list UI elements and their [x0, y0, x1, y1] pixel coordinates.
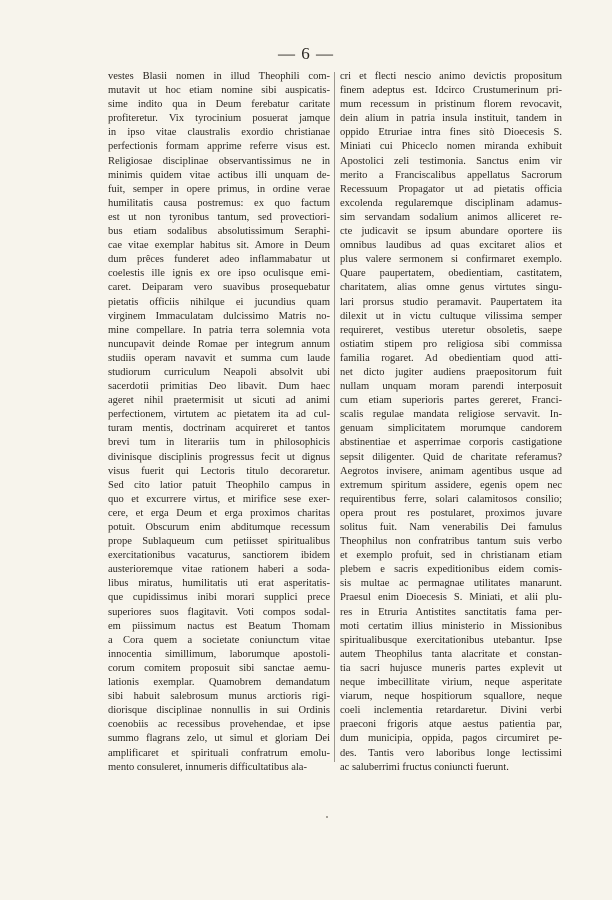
text-line: coeli inclementia retardaretur. Divini verbi [340, 705, 562, 717]
text-line: corum comitem proposuit sibi sanctae aemu- [108, 662, 330, 674]
text-line: solitus fuit. Nam venerabilis Dei famulus [340, 522, 562, 533]
paper-speck [326, 816, 328, 818]
text-line: libus miratus, humilitatis uti erat asperitatis- [108, 578, 330, 590]
text-line: studiorum curriculum Neapoli absolvit ubi [108, 366, 330, 378]
text-line: finem adeptus est. Idcirco Crustumerinum pri- [340, 85, 562, 97]
column-divider [334, 72, 335, 762]
text-line: perfectionem, virtutem ac pietatem ita ad cul- [108, 409, 330, 421]
text-line: perfectionis formam apprime referre visus est. [108, 141, 330, 153]
text-line: dilexit ut in victu cultuque vilissima semper [340, 310, 562, 322]
text-line: humilitatis causa postremus: ex quo factum [108, 197, 330, 209]
text-line: cere, et erga Deum et erga proximos charitas [108, 507, 330, 519]
text-line: cri et flecti nescio animo devictis propositum [340, 71, 562, 82]
text-line: sibi habuit salebrosum munus arctioris rigi- [108, 691, 330, 703]
text-line: caret. Deiparam vero suavibus prosequebatur [108, 282, 330, 294]
text-line: prope Sublaqueum cum petiisset spiritualibus [108, 536, 330, 548]
text-line: requirentibus ferre, solari calamitosos consilio; [340, 493, 562, 505]
text-line: spiritualibusque exercitationibus utebantur. Ipse [340, 634, 562, 646]
text-line: cte judicavit se ipsum abundare oportere iis [340, 226, 562, 238]
text-line: lari prorsus studio peramavit. Paupertatem ita [340, 296, 562, 308]
text-line: scalis regulae mandata religiose servavit. In- [340, 409, 562, 421]
text-line: neque imbecillitate virium, neque asperitate [340, 677, 562, 689]
text-line: praeconi frigoris atque aestus patientia par, [340, 719, 562, 731]
text-line: tia sacri hujusce muneris partes explevit ut [340, 662, 562, 674]
text-line: a Cora quem a societate coniunctum vitae [108, 634, 330, 646]
text-line: cae vitae exemplar habitus sit. Amore in Deum [108, 240, 330, 252]
text-line: mento consuleret, innumeris difficultatibus ala- [108, 761, 307, 773]
text-line: oppido Etruriae intra fines sitò Dioecesis S. [340, 127, 562, 139]
text-line: sepsit diligenter. Quid de charitate referamus? [340, 451, 562, 463]
text-line: lationis exemplar. Quamobrem demandatum [108, 677, 330, 689]
text-line: diorisque disciplinae nonnullis in sui Ordinis [108, 705, 330, 717]
text-line: merito a Franciscalibus appellatus Sacrorum [340, 169, 562, 181]
text-line: coelestis ille ignis ex ore ipso oculisque emi- [108, 268, 330, 280]
right-text-column [340, 70, 562, 775]
text-line: austerioremque vitae rationem haberi a soda- [108, 564, 330, 576]
text-line: potuit. Obscurum enim abditumque recessum [108, 522, 330, 533]
text-line: in ipso vitae claustralis exordio christianae [108, 127, 330, 139]
text-line: viarum, neque hospitiorum squallore, neque [340, 691, 562, 703]
text-line: Theophilus non confratribus tantum suis verbo [340, 536, 562, 548]
text-line: coenobiis ac recessibus provehendae, et ipse [108, 719, 330, 731]
text-line: extremum spiritum assidere, egenis opem nec [340, 479, 562, 491]
text-line: Miniati cui Phiceclo nomen miranda exhibuit [340, 141, 562, 153]
text-line: charitatem, alias omne genus virtutes singu- [340, 282, 562, 294]
text-line: ostiatim stipem pro religiosa sibi commissa [340, 338, 562, 350]
text-line: autem Theophilus tanta alacritate et constan- [340, 648, 562, 660]
text-line: net dicto jugiter audiens praepositorum fuit [340, 366, 562, 378]
text-line: quo et excurrere virtus, et mirifice sese exer- [108, 493, 330, 505]
text-line: que cupidissimus inibi morari supplici prece [108, 592, 330, 604]
text-line: turam mentis, doctrinam acquireret et tantos [108, 423, 330, 435]
text-line: excolenda regularemque disciplinam adamus- [340, 197, 562, 209]
text-line: res in Etruria Antistites sanctitatis fama per- [340, 606, 562, 618]
text-line: Aegrotos invisere, animam agentibus usque ad [340, 465, 562, 477]
text-line: visus fuerit qui Lectoris titulo decoraretur. [108, 465, 330, 477]
text-line: sis multae ac permagnae utilitates manarunt. [340, 578, 562, 590]
text-line: moti certatim illius ministerio in Missionibus [340, 620, 562, 632]
text-line: bus etiam sodalibus absolutissimum Seraphi- [108, 226, 330, 238]
text-line: dein alium in patria insula instituit, tandem in [340, 113, 562, 125]
text-line: Praesul enim Dioecesis S. Miniati, et alii plu- [340, 592, 562, 604]
text-line: ageret nihil praetermisit ut sicuti ad animi [108, 395, 330, 407]
text-line: Recessuum Propagator ut ad pietatis officia [340, 183, 562, 195]
text-line: sacerdotii primitias Deo libavit. Dum haec [108, 381, 330, 393]
text-line: divinisque disciplinis progressus fecit ut dignus [108, 451, 330, 463]
text-line: cum etiam superioris partes gereret, Franci- [340, 395, 562, 407]
text-line: requireret, vestibus uteretur obsoletis, saepe [340, 324, 562, 336]
page-number: — 6 — [278, 44, 334, 63]
text-line: amplificaret et spirituali confratrum emolu- [108, 747, 330, 759]
text-line: est ut non tyronibus tantum, sed provectiori- [108, 211, 330, 223]
text-line: superiores suos flagitavit. Voti compos sodal- [108, 606, 330, 618]
text-line: opera prout res postularet, proximos juvare [340, 507, 562, 519]
text-line: omnibus laudibus ad quas excitaret alios et [340, 240, 562, 252]
left-text-column [108, 70, 330, 775]
text-line: pietatis officiis nihilque ei jucundius quam [108, 296, 330, 308]
text-line: dum municipia, oppida, pagos circumiret pe- [340, 733, 562, 745]
text-line: plebem e sacris expeditionibus eidem comis- [340, 564, 562, 576]
text-line: genuam simplicitatem morumque candorem [340, 423, 562, 435]
text-line: em piissimum nactus est Beatum Thomam [108, 620, 330, 632]
text-line: sim servandam sodalium animos alliceret re- [340, 211, 562, 223]
text-line: Sed cito latior patuit Theophilo campus in [108, 479, 330, 491]
text-line: minimis quidem vitae actibus illi unquam de- [108, 169, 330, 181]
text-line: mutavit ut hoc etiam nomine sibi auspicatis- [108, 85, 330, 97]
text-line: abstinentiae et asperrimae corporis castigatione [340, 437, 562, 449]
text-line: mine compellare. In patria terra solemnia vota [108, 324, 330, 336]
text-line: innocentia simillimum, laborumque apostoli- [108, 648, 330, 660]
text-line: virginem Immaculatam dulcissimo Matris no- [108, 310, 330, 322]
text-line: ac saluberrimi fructus coniuncti fuerunt. [340, 761, 509, 773]
text-line: et exemplo profuit, sed in christianam etiam [340, 550, 562, 562]
text-line: des. Tantis vero laboribus longe lectissimi [340, 747, 562, 759]
text-line: vestes Blasii nomen in illud Theophili com- [108, 71, 330, 82]
text-line: profiteretur. Vix tyrocinium posuerat jamque [108, 113, 330, 125]
text-line: brevi tum in literariis tum in philosophicis [108, 437, 330, 449]
text-line: mum recessum in pristinum florem revocavit, [340, 99, 562, 111]
text-line: nullam unquam moram parendi interposuit [340, 381, 562, 393]
text-line: sime indito qua in Deum ferebatur caritate [108, 99, 330, 111]
text-line: nuncupavit deinde Romae per integrum annum [108, 338, 330, 350]
text-line: dum prêces funderet adeo inflammabatur ut [108, 254, 330, 266]
text-line: Quare paupertatem, obedientiam, castitatem, [340, 268, 562, 280]
text-line: fuit, semper in opere primus, in ordine verae [108, 183, 330, 195]
text-line: Religiosae disciplinae observantissimus ne in [108, 155, 330, 167]
text-line: studiis operam navavit et summa cum laude [108, 352, 330, 364]
text-line: exercitationibus vacaturus, sanctiorem ibidem [108, 550, 330, 562]
text-line: plus valere sermonem si confirmaret exemplo. [340, 254, 562, 266]
text-line: summo flagrans zelo, ut simul et gloriam Dei [108, 733, 330, 745]
text-line: familia rogaret. Ad obedientiam quod atti- [340, 352, 562, 364]
text-line: Apostolici zeli testimonia. Sanctus enim vir [340, 155, 562, 167]
